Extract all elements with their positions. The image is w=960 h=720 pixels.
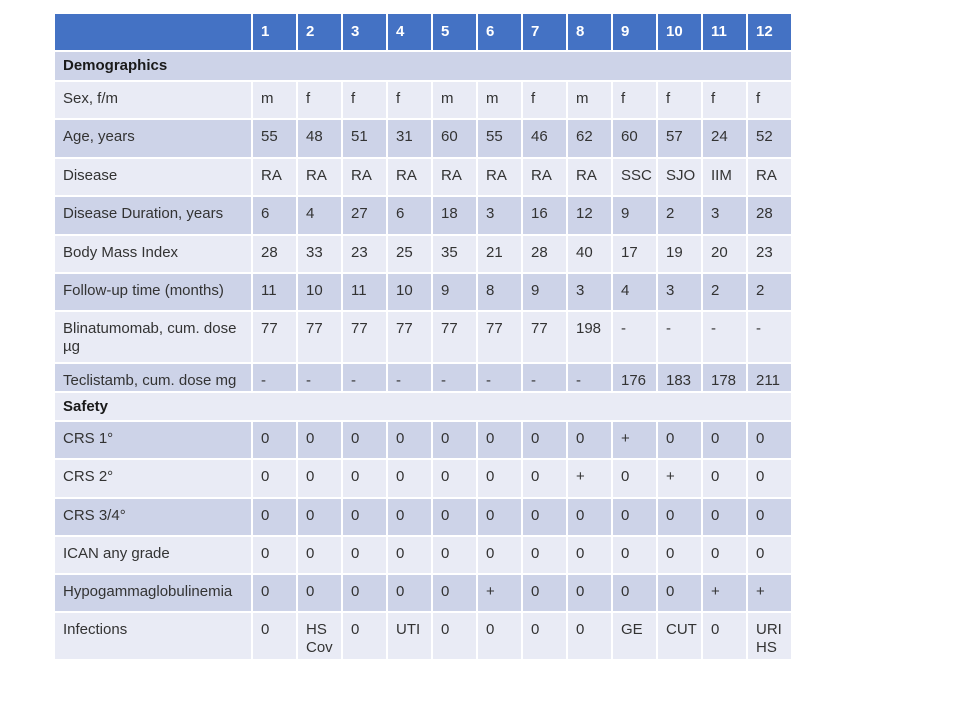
column-header-6: 6	[478, 14, 521, 50]
table-cell: 0	[478, 537, 521, 573]
table-cell: 8	[478, 274, 521, 310]
table-cell: -	[613, 312, 656, 362]
section-row	[55, 52, 791, 80]
section-header: Demographics	[55, 52, 791, 80]
table-row	[55, 197, 791, 234]
table-cell: IIM	[703, 159, 746, 195]
table-cell: 6	[388, 197, 431, 234]
table-cell: 178	[703, 364, 746, 391]
table-cell: 0	[253, 537, 296, 573]
table-cell: 4	[298, 197, 341, 234]
table-cell: 0	[523, 499, 566, 535]
table-cell: 40	[568, 236, 611, 272]
row-label: Hypogammaglobulinemia	[55, 575, 251, 611]
table-cell: 0	[658, 422, 701, 458]
row-label: Teclistamb, cum. dose mg	[55, 364, 251, 391]
table-cell: 9	[613, 197, 656, 234]
table-cell: UTI	[388, 613, 431, 659]
table-cell: 46	[523, 120, 566, 157]
table-cell: SJO	[658, 159, 701, 195]
table-cell: 0	[568, 575, 611, 611]
table-cell: -	[658, 312, 701, 362]
table-cell: +	[478, 575, 521, 611]
table-cell: 0	[568, 537, 611, 573]
table-row	[55, 460, 791, 497]
table-cell: 3	[568, 274, 611, 310]
column-header-7: 7	[523, 14, 566, 50]
table-cell: -	[703, 312, 746, 362]
table-cell: 27	[343, 197, 386, 234]
table-cell: RA	[343, 159, 386, 195]
column-header-10: 10	[658, 14, 701, 50]
table-cell: 19	[658, 236, 701, 272]
table-cell: 0	[523, 575, 566, 611]
table-cell: 0	[658, 575, 701, 611]
table-cell: 0	[748, 537, 791, 573]
table-cell: 0	[658, 499, 701, 535]
table-cell: 0	[433, 613, 476, 659]
table-row	[55, 312, 791, 362]
column-header-8: 8	[568, 14, 611, 50]
table-cell: 0	[253, 613, 296, 659]
table-cell: -	[523, 364, 566, 391]
column-header-1: 1	[253, 14, 296, 50]
table-cell: f	[658, 82, 701, 118]
table-cell: 23	[343, 236, 386, 272]
table-cell: m	[478, 82, 521, 118]
column-header-12: 12	[748, 14, 791, 50]
table-cell: 0	[343, 575, 386, 611]
table-cell: 0	[298, 460, 341, 497]
table-cell: +	[568, 460, 611, 497]
table-cell: -	[478, 364, 521, 391]
table-cell: RA	[388, 159, 431, 195]
column-header-4: 4	[388, 14, 431, 50]
table-cell: SSC	[613, 159, 656, 195]
table-cell: RA	[433, 159, 476, 195]
header-corner-cell	[55, 14, 251, 50]
table-cell: 23	[748, 236, 791, 272]
table-cell: 10	[388, 274, 431, 310]
table-header-row	[55, 14, 791, 50]
table-cell: 0	[433, 422, 476, 458]
table-cell: 28	[523, 236, 566, 272]
table-cell: URI HS	[748, 613, 791, 659]
table-cell: 21	[478, 236, 521, 272]
table-cell: 55	[253, 120, 296, 157]
table-cell: 0	[298, 422, 341, 458]
table-cell: 0	[613, 499, 656, 535]
table-cell: 0	[703, 499, 746, 535]
table-cell: 0	[253, 422, 296, 458]
column-header-5: 5	[433, 14, 476, 50]
table-row	[55, 236, 791, 272]
table-cell: -	[568, 364, 611, 391]
table-cell: 0	[478, 499, 521, 535]
table-cell: +	[658, 460, 701, 497]
row-label: Disease	[55, 159, 251, 195]
table-cell: 17	[613, 236, 656, 272]
row-label: Follow-up time (months)	[55, 274, 251, 310]
table-cell: 0	[613, 537, 656, 573]
table-cell: 0	[478, 422, 521, 458]
table-cell: 55	[478, 120, 521, 157]
table-cell: 0	[568, 613, 611, 659]
table-cell: 0	[703, 422, 746, 458]
row-label: CRS 2°	[55, 460, 251, 497]
table-cell: m	[433, 82, 476, 118]
table-cell: -	[388, 364, 431, 391]
table-cell: +	[613, 422, 656, 458]
table-cell: 77	[253, 312, 296, 362]
clinical-table	[55, 14, 791, 661]
table-cell: f	[298, 82, 341, 118]
row-label: Sex, f/m	[55, 82, 251, 118]
table-row	[55, 575, 791, 611]
table-cell: f	[523, 82, 566, 118]
table-cell: 0	[433, 575, 476, 611]
table-cell: 0	[388, 499, 431, 535]
table-cell: +	[703, 575, 746, 611]
table-cell: 77	[433, 312, 476, 362]
table-cell: RA	[748, 159, 791, 195]
table-cell: 0	[343, 422, 386, 458]
column-header-3: 3	[343, 14, 386, 50]
table-cell: 16	[523, 197, 566, 234]
table-cell: f	[703, 82, 746, 118]
table-cell: 0	[748, 422, 791, 458]
table-cell: 2	[748, 274, 791, 310]
table-cell: 0	[388, 537, 431, 573]
table-row	[55, 120, 791, 157]
section-header: Safety	[55, 393, 791, 420]
table-cell: 0	[703, 537, 746, 573]
column-header-2: 2	[298, 14, 341, 50]
section-row	[55, 393, 791, 420]
table-cell: 18	[433, 197, 476, 234]
row-label: Disease Duration, years	[55, 197, 251, 234]
table-cell: f	[748, 82, 791, 118]
table-cell: 9	[433, 274, 476, 310]
table-cell: GE	[613, 613, 656, 659]
table-cell: 60	[433, 120, 476, 157]
table-cell: 0	[253, 460, 296, 497]
table-cell: 0	[343, 499, 386, 535]
table-cell: 28	[748, 197, 791, 234]
table-row	[55, 364, 791, 391]
table-row	[55, 537, 791, 573]
table-cell: 6	[253, 197, 296, 234]
table-cell: 31	[388, 120, 431, 157]
table-cell: 77	[388, 312, 431, 362]
table-cell: 0	[613, 460, 656, 497]
table-cell: 0	[298, 499, 341, 535]
table-cell: f	[343, 82, 386, 118]
table-cell: 3	[658, 274, 701, 310]
table-cell: 0	[568, 422, 611, 458]
table-row	[55, 274, 791, 310]
table-cell: 24	[703, 120, 746, 157]
table-cell: 0	[388, 460, 431, 497]
row-label: Infections	[55, 613, 251, 659]
table-cell: 0	[523, 460, 566, 497]
table-cell: -	[433, 364, 476, 391]
table-cell: 0	[343, 613, 386, 659]
table-cell: 0	[523, 613, 566, 659]
table-cell: 28	[253, 236, 296, 272]
table-cell: 0	[433, 499, 476, 535]
table-cell: 9	[523, 274, 566, 310]
row-label: Body Mass Index	[55, 236, 251, 272]
table-cell: 198	[568, 312, 611, 362]
table-cell: 0	[703, 460, 746, 497]
table-cell: 25	[388, 236, 431, 272]
table-cell: 11	[343, 274, 386, 310]
table-row	[55, 499, 791, 535]
table-cell: 176	[613, 364, 656, 391]
table-cell: 0	[433, 537, 476, 573]
table-cell: 3	[703, 197, 746, 234]
table-cell: 0	[478, 613, 521, 659]
table-cell: 2	[658, 197, 701, 234]
table-cell: 48	[298, 120, 341, 157]
table-cell: 0	[658, 537, 701, 573]
table-cell: 0	[478, 460, 521, 497]
table-cell: 62	[568, 120, 611, 157]
table-row	[55, 613, 791, 659]
table-cell: RA	[523, 159, 566, 195]
table-cell: CUT	[658, 613, 701, 659]
table-cell: 0	[613, 575, 656, 611]
table-cell: 60	[613, 120, 656, 157]
table-cell: 2	[703, 274, 746, 310]
table-cell: 0	[748, 499, 791, 535]
table-cell: 77	[478, 312, 521, 362]
table-cell: 0	[298, 575, 341, 611]
table-cell: -	[748, 312, 791, 362]
row-label: CRS 3/4°	[55, 499, 251, 535]
table-row	[55, 82, 791, 118]
table-cell: 0	[568, 499, 611, 535]
table-cell: 211	[748, 364, 791, 391]
table-cell: f	[613, 82, 656, 118]
table-cell: -	[343, 364, 386, 391]
table-cell: 77	[343, 312, 386, 362]
table-cell: HS Cov	[298, 613, 341, 659]
table-cell: m	[253, 82, 296, 118]
table-cell: 0	[298, 537, 341, 573]
table-cell: 0	[523, 537, 566, 573]
table-cell: 77	[298, 312, 341, 362]
table-cell: 183	[658, 364, 701, 391]
row-label: ICAN any grade	[55, 537, 251, 573]
table-cell: 0	[703, 613, 746, 659]
table-cell: 0	[343, 460, 386, 497]
table-cell: RA	[568, 159, 611, 195]
table-cell: 11	[253, 274, 296, 310]
table-cell: 52	[748, 120, 791, 157]
table-cell: 35	[433, 236, 476, 272]
table-cell: m	[568, 82, 611, 118]
table-cell: 0	[748, 460, 791, 497]
table-cell: 0	[523, 422, 566, 458]
column-header-9: 9	[613, 14, 656, 50]
table-row	[55, 159, 791, 195]
table-cell: 10	[298, 274, 341, 310]
row-label: Blinatumomab, cum. dose µg	[55, 312, 251, 362]
table-row	[55, 422, 791, 458]
row-label: Age, years	[55, 120, 251, 157]
table-cell: 12	[568, 197, 611, 234]
table-cell: 57	[658, 120, 701, 157]
table-cell: 4	[613, 274, 656, 310]
table-cell: -	[298, 364, 341, 391]
table-cell: 3	[478, 197, 521, 234]
table-cell: RA	[253, 159, 296, 195]
table-cell: 0	[433, 460, 476, 497]
table-cell: 51	[343, 120, 386, 157]
row-label: CRS 1°	[55, 422, 251, 458]
table-cell: 77	[523, 312, 566, 362]
table-cell: 0	[343, 537, 386, 573]
table-cell: f	[388, 82, 431, 118]
column-header-11: 11	[703, 14, 746, 50]
table-cell: 20	[703, 236, 746, 272]
table-cell: 0	[253, 575, 296, 611]
table-cell: 33	[298, 236, 341, 272]
table-cell: 0	[388, 422, 431, 458]
table-cell: RA	[298, 159, 341, 195]
table-cell: RA	[478, 159, 521, 195]
table-cell: -	[253, 364, 296, 391]
table-cell: 0	[253, 499, 296, 535]
table-cell: 0	[388, 575, 431, 611]
table-cell: +	[748, 575, 791, 611]
